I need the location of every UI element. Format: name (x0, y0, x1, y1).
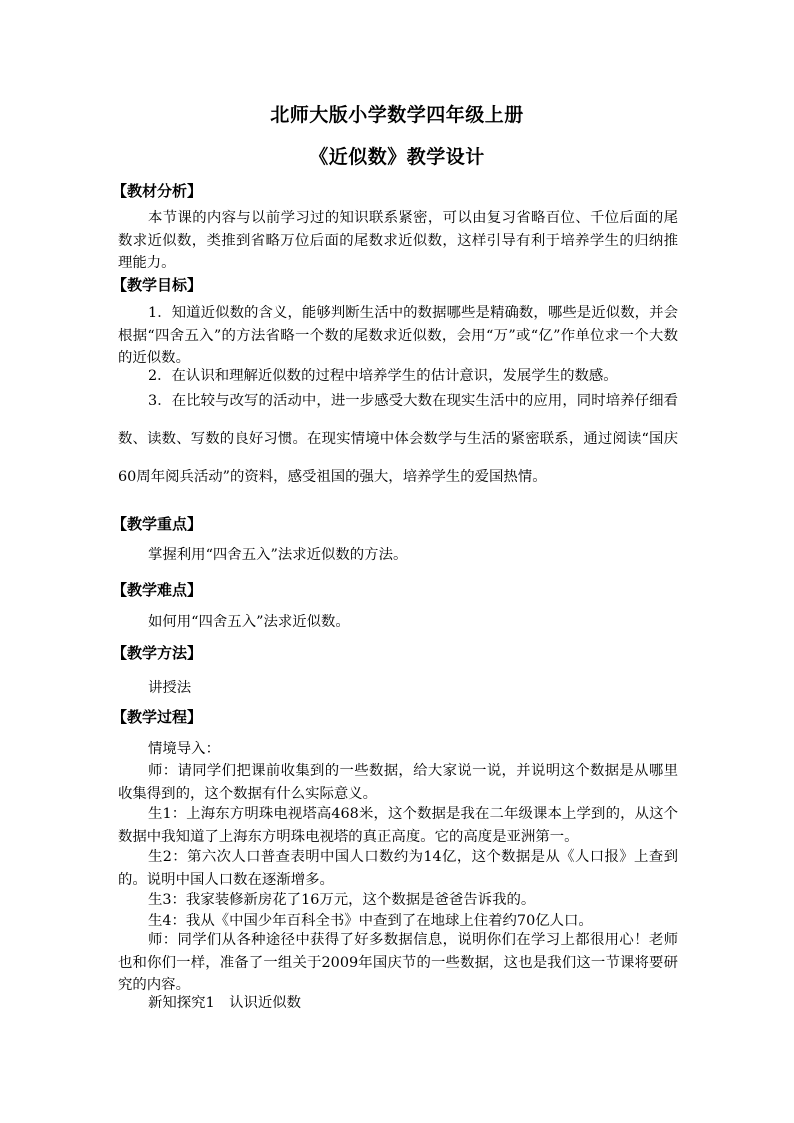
heading-key-points: 【教学重点】 (112, 515, 203, 533)
heading-goals: 【教学目标】 (112, 276, 203, 294)
process-paragraph-2: 生1：上海东方明珠电视塔高468米，这个数据是我在二年级课本上学到的，从这个数据中我知道了上海东方明珠电视塔的真正高度。它的高度是亚洲第一。 (118, 806, 678, 845)
heading-analysis: 【教材分析】 (112, 182, 203, 200)
document-title-line2: 《近似数》教学设计 (309, 146, 485, 168)
process-paragraph-3: 生2：第六次人口普查表明中国人口数约为14亿，这个数据是从《人口报》上查到的。说明中国人口数在逐渐增多。 (118, 849, 678, 888)
process-paragraph-1: 师：请同学们把课前收集到的一些数据，给大家说一说，并说明这个数据是从哪里收集得到的，这个数据有什么实际意义。 (118, 763, 678, 802)
methods-text: 讲授法 (148, 680, 192, 696)
heading-methods: 【教学方法】 (112, 644, 203, 662)
process-paragraph-6: 师：同学们从各种途径中获得了好多数据信息，说明你们在学习上都很用心！老师也和你们一样，准备了一组关于2009年国庆节的一些数据，这也是我们这一节课将要研究的内容。 (118, 932, 678, 993)
document-title-line1: 北师大版小学数学四年级上册 (270, 104, 524, 126)
process-paragraph-4: 生3：我家装修新房花了16万元，这个数据是爸爸告诉我的。 (148, 892, 536, 908)
process-paragraph-5: 生4：我从《中国少年百科全书》中查到了在地球上住着约70亿人口。 (148, 913, 593, 929)
goals-item3: 3．在比较与改写的活动中，进一步感受大数在现实生活中的应用，同时培养仔细看数、读数、写数的良好习惯。在现实情境中体会数学与生活的紧密联系，通过阅读“国庆60周年阅兵活动”的资料，感受祖国的强大，培养学生的爱国热情。 (118, 393, 678, 485)
goals-item2: 2．在认识和理解近似数的过程中培养学生的估计意识，发展学生的数感。 (148, 368, 618, 384)
difficulties-text: 如何用“四舍五入”法求近似数。 (148, 614, 350, 630)
heading-difficulties: 【教学难点】 (112, 581, 203, 599)
heading-process: 【教学过程】 (112, 708, 203, 726)
process-paragraph-7: 新知探究1 认识近似数 (148, 995, 302, 1011)
key-points-text: 掌握利用“四舍五入”法求近似数的方法。 (148, 547, 408, 563)
analysis-text: 本节课的内容与以前学习过的知识联系紧密，可以由复习省略百位、千位后面的尾数求近似数，类推到省略万位后面的尾数求近似数，这样引导有利于培养学生的归纳推理能力。 (118, 210, 678, 271)
process-intro-label: 情境导入： (148, 741, 220, 757)
goals-item1: 1．知道近似数的含义，能够判断生活中的数据哪些是精确数，哪些是近似数，并会根据“四舍五入”的方法省略一个数的尾数求近似数，会用“万”或“亿”作单位求一个大数的近似数。 (118, 305, 678, 366)
